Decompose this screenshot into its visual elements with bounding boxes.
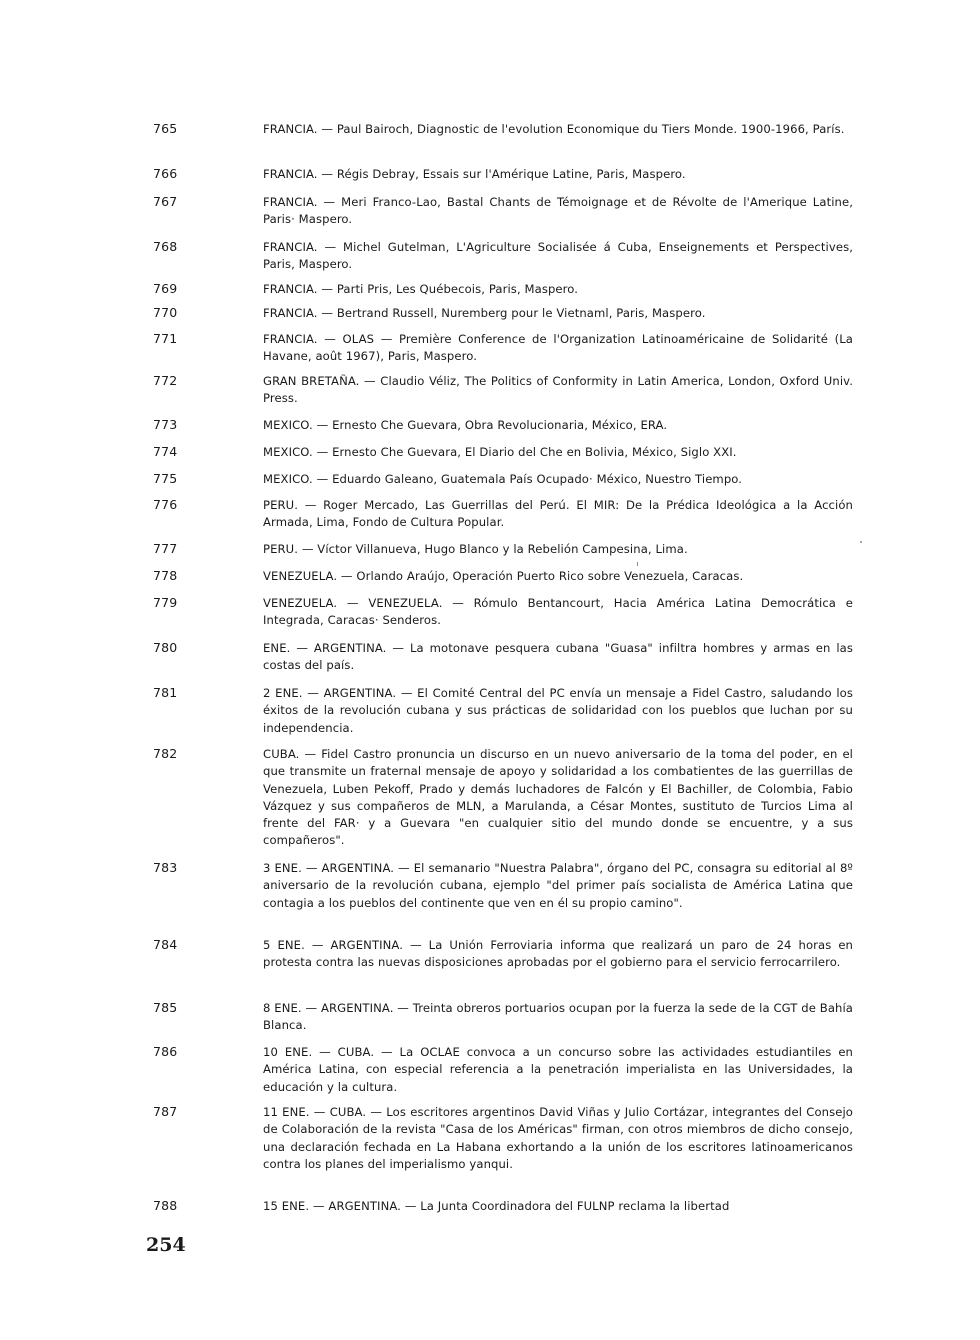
entry-text: PERU. — Víctor Villanueva, Hugo Blanco y la Rebelión Campesina, Lima.	[263, 542, 688, 556]
entry-text: FRANCIA. — OLAS — Première Conference de l'Organization Latinoaméricaine de Solidarité (La Havane, août 1967), Paris, Maspero.	[263, 332, 853, 364]
entry-text: FRANCIA. — Michel Gutelman, L'Agriculture Socialisée á Cuba, Enseignements et Perspectives, Paris, Maspero.	[263, 240, 853, 272]
entry-text: 11 ENE. — CUBA. — Los escritores argentinos David Viñas y Julio Cortázar, integrantes del Consejo de Colaboración de la revista "Casa de los Américas" firman, con otros miembros de dicho consejo, una declaración fechada en La Habana exhortando a la unión de los escritores latinoamericanos contra los planes del imperialismo yanqui.	[263, 1105, 853, 1171]
entry-text: MEXICO. — Eduardo Galeano, Guatemala País Ocupado· México, Nuestro Tiempo.	[263, 472, 743, 486]
entry-text: FRANCIA. — Meri Franco-Lao, Bastal Chants de Témoignage et de Révolte de l'Amerique Latine, Paris· Maspero.	[263, 195, 853, 227]
entry-number: 765	[153, 121, 178, 136]
entry-number: 780	[153, 640, 178, 655]
entry-number: 769	[153, 281, 178, 296]
entry-text: PERU. — Roger Mercado, Las Guerrillas del Perú. El MIR: De la Prédica Ideológica a la Acción Armada, Lima, Fondo de Cultura Popular.	[263, 498, 853, 530]
entry-text: FRANCIA. — Bertrand Russell, Nuremberg pour le Vietnaml, Paris, Maspero.	[263, 306, 706, 320]
entry-number: 773	[153, 417, 178, 432]
entry-text: 3 ENE. — ARGENTINA. — El semanario "Nuestra Palabra", órgano del PC, consagra su editorial al 8º aniversario de la revolución cubana, ejemplo "del primer país socialista de América Latina que contagia a los pueblos del continente que ven en él su propio camino".	[263, 861, 853, 910]
entry-number: 781	[153, 685, 178, 700]
entry-number: 766	[153, 166, 178, 181]
entry-number: 788	[153, 1198, 178, 1213]
entry-number: 787	[153, 1104, 178, 1119]
entry-text: 8 ENE. — ARGENTINA. — Treinta obreros portuarios ocupan por la fuerza la sede de la CGT de Bahía Blanca.	[263, 1001, 853, 1033]
entry-number: 775	[153, 471, 178, 486]
entry-text: 10 ENE. — CUBA. — La OCLAE convoca a un concurso sobre las actividades estudiantiles en América Latina, con especial referencia a la penetración imperialista en las Universidades, la educación y la cultura.	[263, 1045, 853, 1094]
entry-text: ENE. — ARGENTINA. — La motonave pesquera cubana "Guasa" infiltra hombres y armas en las costas del país.	[263, 641, 853, 673]
entry-text: CUBA. — Fidel Castro pronuncia un discurso en un nuevo aniversario de la toma del poder, en el que transmite un fraternal mensaje de apoyo y solidaridad a los combatientes de las guerrillas de Venezuela, Luben Pekoff, Prado y demás luchadores de Falcón y El Bachiller, de Colombia, Fabio Vázquez y sus compañeros de MLN, a Marulanda, a César Montes, sustituto de Turcios Lima al frente del FAR· y a Guevara "en cualquier sitio del mundo donde se encuentre, y a sus compañeros".	[263, 747, 853, 848]
entry-number: 778	[153, 568, 178, 583]
entry-number: 786	[153, 1044, 178, 1059]
entry-number: 770	[153, 305, 178, 320]
entry-text: VENEZUELA. — Orlando Araújo, Operación Puerto Rico sobre Venezuela, Caracas.	[263, 569, 744, 583]
entry-number: 785	[153, 1000, 178, 1015]
entry-text: FRANCIA. — Parti Pris, Les Québecois, Paris, Maspero.	[263, 282, 579, 296]
entry-number: 783	[153, 860, 178, 875]
entry-text: MEXICO. — Ernesto Che Guevara, Obra Revolucionaria, México, ERA.	[263, 418, 668, 432]
entry-text: 5 ENE. — ARGENTINA. — La Unión Ferroviaria informa que realizará un paro de 24 horas en protesta contra las nuevas disposiciones aprobadas por el gobierno para el servicio ferrocarrilero.	[263, 938, 853, 970]
entry-number: 779	[153, 595, 178, 610]
entry-text: GRAN BRETAÑA. — Claudio Véliz, The Politics of Conformity in Latin America, London, Oxford Univ. Press.	[263, 374, 853, 406]
page-number: 254	[146, 1234, 186, 1256]
scan-speck	[860, 541, 862, 543]
entry-text: 2 ENE. — ARGENTINA. — El Comité Central del PC envía un mensaje a Fidel Castro, saludando los éxitos de la revolución cubana y sus prácticas de solidaridad con los pueblos que luchan por su independencia.	[263, 686, 853, 735]
entry-number: 767	[153, 194, 178, 209]
entry-number: 776	[153, 497, 178, 512]
entry-number: 768	[153, 239, 178, 254]
entry-number: 771	[153, 331, 178, 346]
entry-text: 15 ENE. — ARGENTINA. — La Junta Coordinadora del FULNP reclama la libertad	[263, 1199, 730, 1213]
entry-number: 777	[153, 541, 178, 556]
entry-number: 784	[153, 937, 178, 952]
entry-text: MEXICO. — Ernesto Che Guevara, El Diario del Che en Bolivia, México, Siglo XXI.	[263, 445, 737, 459]
scan-speck	[637, 562, 638, 566]
entry-text: VENEZUELA. — VENEZUELA. — Rómulo Bentancourt, Hacia América Latina Democrática e Integrada, Caracas· Senderos.	[263, 596, 853, 628]
entry-text: FRANCIA. — Régis Debray, Essais sur l'Amérique Latine, Paris, Maspero.	[263, 167, 686, 181]
entry-number: 774	[153, 444, 178, 459]
entry-number: 782	[153, 746, 178, 761]
entry-text: FRANCIA. — Paul Bairoch, Diagnostic de l'evolution Economique du Tiers Monde. 1900-1966, París.	[263, 122, 845, 136]
entry-number: 772	[153, 373, 178, 388]
